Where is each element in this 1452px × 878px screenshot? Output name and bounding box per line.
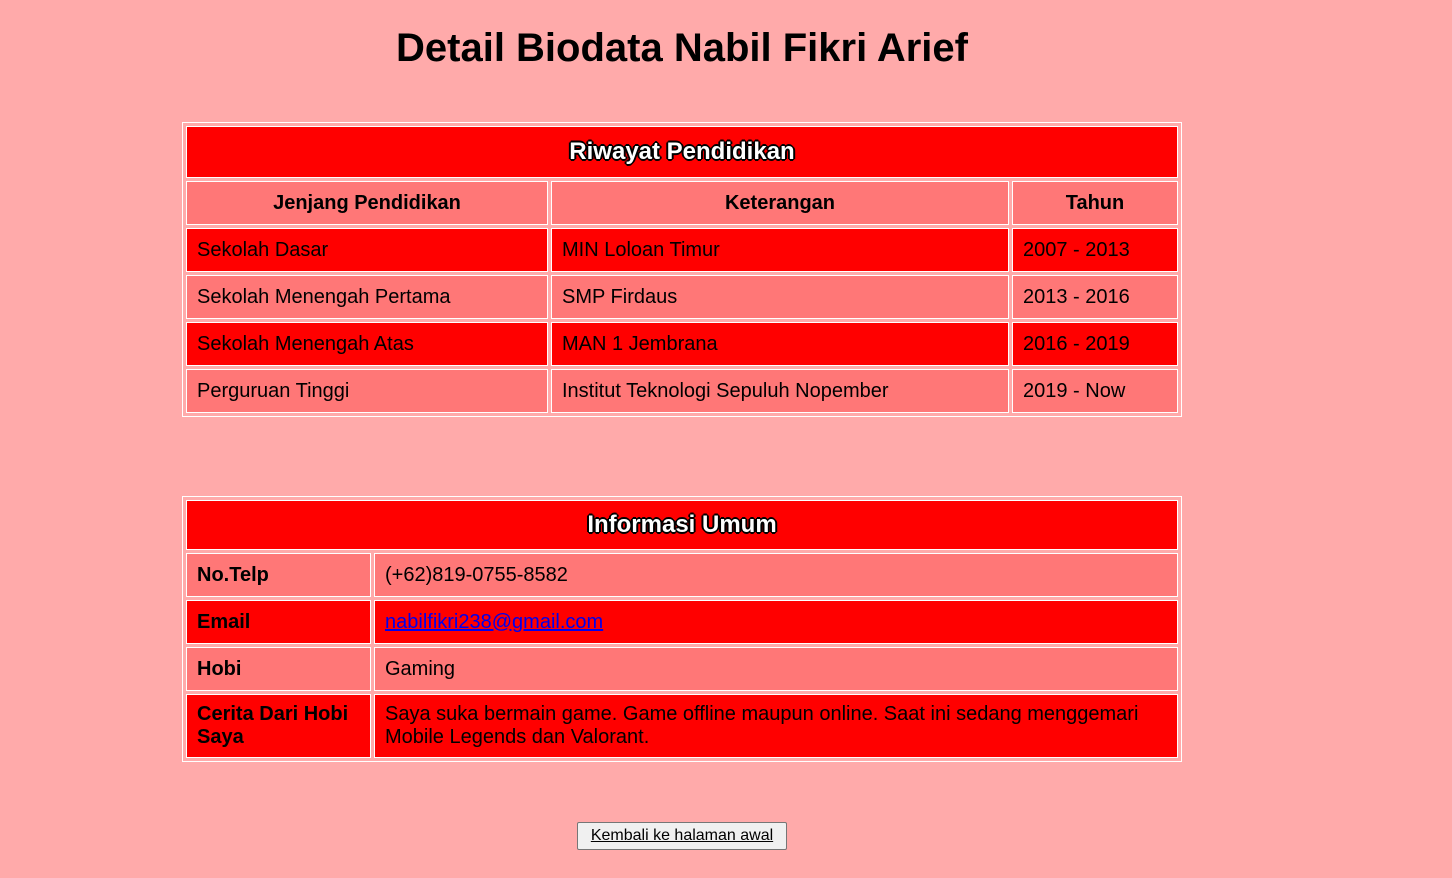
education-table bbox=[182, 122, 1182, 417]
table-row bbox=[186, 275, 1178, 319]
education-year: 2016 - 2019 bbox=[1012, 322, 1178, 366]
table-row bbox=[186, 553, 1178, 597]
education-school: MAN 1 Jembrana bbox=[551, 322, 1009, 366]
phone-label: No.Telp bbox=[186, 553, 371, 597]
hobby-value: Gaming bbox=[374, 647, 1178, 691]
table-row bbox=[186, 369, 1178, 413]
column-header-description: Keterangan bbox=[551, 181, 1009, 225]
story-label: Cerita Dari Hobi Saya bbox=[186, 694, 371, 758]
education-school: Institut Teknologi Sepuluh Nopember bbox=[551, 369, 1009, 413]
table-row bbox=[186, 694, 1178, 758]
hobby-label: Hobi bbox=[186, 647, 371, 691]
education-year: 2007 - 2013 bbox=[1012, 228, 1178, 272]
education-year: 2013 - 2016 bbox=[1012, 275, 1178, 319]
education-level: Sekolah Dasar bbox=[186, 228, 548, 272]
education-year: 2019 - Now bbox=[1012, 369, 1178, 413]
email-label: Email bbox=[186, 600, 371, 644]
education-level: Sekolah Menengah Pertama bbox=[186, 275, 548, 319]
table-row bbox=[186, 322, 1178, 366]
education-school: SMP Firdaus bbox=[551, 275, 1009, 319]
education-level: Perguruan Tinggi bbox=[186, 369, 548, 413]
table-row bbox=[186, 600, 1178, 644]
phone-value: (+62)819-0755-8582 bbox=[374, 553, 1178, 597]
column-header-year: Tahun bbox=[1012, 181, 1178, 225]
page-title: Detail Biodata Nabil Fikri Arief bbox=[396, 26, 968, 70]
education-school: MIN Loloan Timur bbox=[551, 228, 1009, 272]
general-info-table-title: Informasi Umum bbox=[186, 500, 1178, 550]
general-info-table bbox=[182, 496, 1182, 762]
email-cell bbox=[374, 600, 1178, 644]
column-header-level: Jenjang Pendidikan bbox=[186, 181, 548, 225]
email-link[interactable]: nabilfikri238@gmail.com bbox=[385, 610, 604, 633]
education-level: Sekolah Menengah Atas bbox=[186, 322, 548, 366]
story-value: Saya suka bermain game. Game offline maupun online. Saat ini sedang menggemari Mobile Legends dan Valorant. bbox=[374, 694, 1178, 758]
table-row bbox=[186, 647, 1178, 691]
back-to-home-button[interactable]: Kembali ke halaman awal bbox=[577, 822, 787, 850]
table-row bbox=[186, 228, 1178, 272]
education-table-title: Riwayat Pendidikan bbox=[186, 126, 1178, 178]
